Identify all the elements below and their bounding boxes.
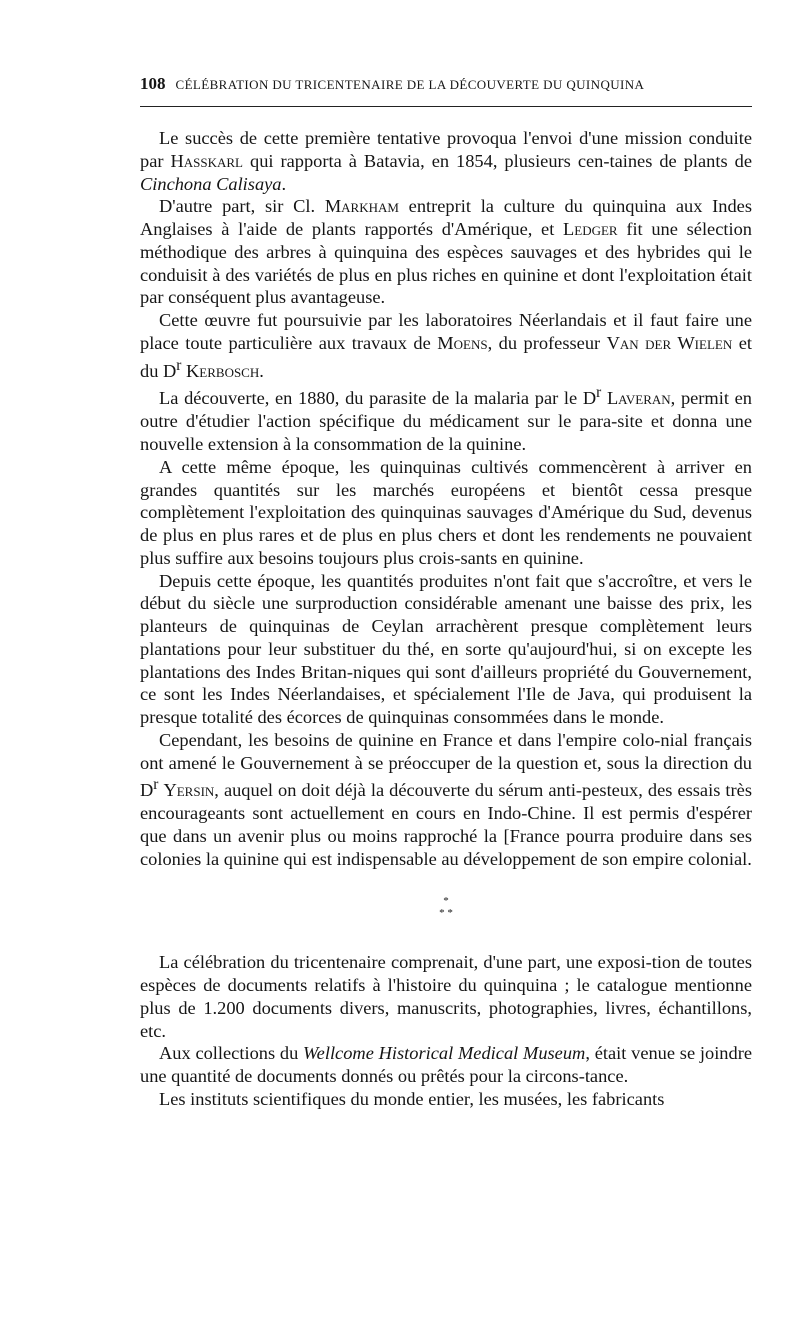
person-name: Van der Wielen (606, 332, 733, 353)
paragraph: Cette œuvre fut poursuivie par les laboratoires Néerlandais et il faut faire une place toute particulière aux travaux de Moens, du professeur Van der Wielen et du $D^r$ Kerbosch. (140, 310, 752, 381)
paragraph: Le succès de cette première tentative provoqua l'envoi d'une mission conduite par Hasskarl qui rapporta à Batavia, en 1854, plusieurs cen-taines de plants de Cinchona Calisaya. (140, 128, 752, 194)
person-name: Laveran (606, 388, 671, 409)
paragraph: La célébration du tricentenaire comprenait, d'une part, une exposi-tion de toutes espèces de documents relatifs à l'histoire du quinquina ; le catalogue mentionne plus de 1.200 documents divers, manuscrits, photographies, livres, échantillons, etc. (140, 952, 752, 1041)
person-name: Markham (324, 196, 399, 217)
species-name: Cinchona Calisaya (140, 173, 282, 194)
ornament-star: * (443, 895, 449, 908)
paragraph: La découverte, en 1880, du parasite de la malaria par le $D^r$ Laveran, permit en outre d'étudier l'action spécifique du médicament sur le para-site et donna une nouvelle extension à la consommation de la quinine. (140, 384, 752, 454)
page-number: 108 (140, 74, 166, 93)
paragraph: D'autre part, sir Cl. Markham entreprit la culture du quinquina aux Indes Anglaises à l'aide de plants rapportés d'Amérique, et Ledger fit une sélection méthodique des arbres à quinquina des espèces sauvages et des hybrides qui le conduisit à des variétés de plus en plus riches en quinine et dont l'exploitation était par conséquent plus avantageuse. (140, 196, 752, 308)
paragraph: Cependant, les besoins de quinine en France et dans l'empire colo-nial français ont amené le Gouvernement à se préoccuper de la question et, sous la direction du $D^r$ Yersin, auquel on doit déjà la découverte du sérum anti-pesteux, des essais très encourageants sont actuellement en cours en Indo-Chine. Il est permis d'espérer que dans un avenir plus ou moins rapproché la [France pourra produire dans ses colonies la quinine qui est indispensable au développement de son empire colonial. (140, 729, 752, 869)
paragraph: Aux collections du Wellcome Historical Medical Museum, était venue se joindre une quantité de documents donnés ou prêtés pour la circons-tance. (140, 1043, 752, 1087)
paragraph: Depuis cette époque, les quantités produites n'ont fait que s'accroître, et vers le début du siècle une surproduction considérable amenant une baisse des prix, les planteurs de quinquinas de Ceylan arrachèrent presque complètement leurs plantations pour leur substituer du thé, en sorte qu'aujourd'hui, si on excepte les plantations des Indes Britan-niques qui sont d'ailleurs propriété du Gouvernement, ce sont les Indes Néerlandaises, et spécialement l'Ile de Java, qui produisent la presque totalité des écorces de quinquinas consommées dans le monde. (140, 570, 752, 727)
person-name: Kerbosch (186, 360, 260, 381)
person-name: Yersin (163, 780, 215, 801)
person-name: Moens (437, 332, 488, 353)
running-title: CÉLÉBRATION DU TRICENTENAIRE DE LA DÉCOUVERTE DU QUINQUINA (175, 77, 645, 92)
header-rule (140, 106, 752, 107)
person-name: Ledger (563, 219, 618, 239)
paragraph: Les instituts scientifiques du monde entier, les musées, les fabricants (159, 1088, 665, 1109)
person-name: Hasskarl (170, 150, 244, 171)
section-ornament (140, 895, 752, 919)
paragraph: A cette même époque, les quinquinas cultivés commencèrent à arriver en grandes quantités sur les marchés européens et bientôt cessa presque complètement l'exploitation des quinquinas sauvages d'Amérique du Sud, devenus de plus en plus rares et de plus en plus chers et dont les rendements ne pouvaient plus suffire aux besoins toujours plus crois-sants en quinine. (140, 456, 752, 568)
running-header (140, 74, 752, 94)
museum-name: Wellcome Historical Medical Museum (303, 1043, 586, 1064)
ornament-stars: * * (439, 907, 453, 920)
body-text (140, 127, 752, 1111)
